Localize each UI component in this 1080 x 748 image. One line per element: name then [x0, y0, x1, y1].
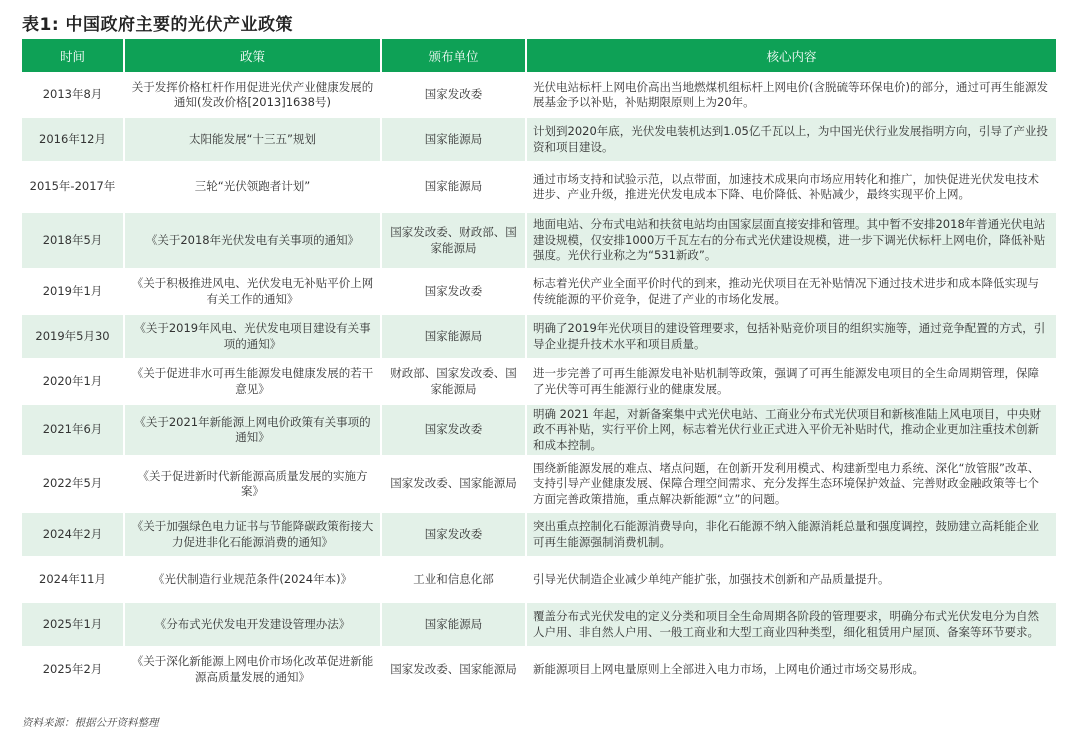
cell-policy: 《关于促进新时代新能源高质量发展的实施方案》	[125, 455, 382, 511]
cell-policy: 关于发挥价格杠杆作用促进光伏产业健康发展的通知(发改价格[2013]1638号)	[125, 72, 382, 116]
cell-time: 2015年-2017年	[22, 161, 125, 211]
table-row	[22, 268, 1056, 313]
cell-issuer: 国家发改委	[382, 511, 527, 556]
cell-issuer: 国家发改委、国家能源局	[382, 646, 527, 691]
cell-time: 2022年5月	[22, 455, 125, 511]
cell-content: 围绕新能源发展的难点、堵点问题，在创新开发利用模式、构建新型电力系统、深化“放管服”改革、支持引导产业健康发展、保障合理空间需求、充分发挥生态环境保护效益、完善财政金融政策等七个方面完善政策措施，重点解决新能源“立”的问题。	[527, 455, 1056, 511]
cell-content: 计划到2020年底，光伏发电装机达到1.05亿千瓦以上，为中国光伏行业发展指明方向，引导了产业投资和项目建设。	[527, 116, 1056, 161]
cell-issuer: 国家发改委	[382, 403, 527, 455]
cell-issuer: 国家能源局	[382, 313, 527, 358]
table-row	[22, 161, 1056, 211]
cell-time: 2020年1月	[22, 358, 125, 403]
cell-content: 覆盖分布式光伏发电的定义分类和项目全生命周期各阶段的管理要求，明确分布式光伏发电分为自然人户用、非自然人户用、一般工商业和大型工商业四种类型，细化租赁用户屋顶、备案等环节要求。	[527, 601, 1056, 646]
header-issuer: 颁布单位	[382, 39, 527, 72]
cell-policy: 《分布式光伏发电开发建设管理办法》	[125, 601, 382, 646]
cell-issuer: 国家发改委	[382, 268, 527, 313]
cell-issuer: 国家发改委、国家能源局	[382, 455, 527, 511]
policy-table	[22, 39, 1056, 691]
header-time: 时间	[22, 39, 125, 72]
cell-content: 标志着光伏产业全面平价时代的到来，推动光伏项目在无补贴情况下通过技术进步和成本降低实现与传统能源的平价竞争，促进了产业的市场化发展。	[527, 268, 1056, 313]
cell-content: 引导光伏制造企业减少单纯产能扩张，加强技术创新和产品质量提升。	[527, 556, 1056, 601]
cell-issuer: 国家能源局	[382, 116, 527, 161]
table-title: 表1: 中国政府主要的光伏产业政策	[22, 15, 294, 35]
cell-policy: 《关于2018年光伏发电有关事项的通知》	[125, 211, 382, 268]
cell-content: 通过市场支持和试验示范，以点带面，加速技术成果向市场应用转化和推广，加快促进光伏发电技术进步、产业升级，推进光伏发电成本下降、电价降低、补贴减少，最终实现平价上网。	[527, 161, 1056, 211]
cell-time: 2025年1月	[22, 601, 125, 646]
header-content: 核心内容	[527, 39, 1056, 72]
cell-content: 地面电站、分布式电站和扶贫电站均由国家层面直接安排和管理。其中暂不安排2018年普通光伏电站建设规模，仅安排1000万千瓦左右的分布式光伏建设规模，进一步下调光伏标杆上网电价，降低补贴强度。光伏行业称之为“531新政”。	[527, 211, 1056, 268]
cell-policy: 《关于加强绿色电力证书与节能降碳政策衔接大力促进非化石能源消费的通知》	[125, 511, 382, 556]
cell-issuer: 国家发改委、财政部、国家能源局	[382, 211, 527, 268]
cell-content: 进一步完善了可再生能源发电补贴机制等政策，强调了可再生能源发电项目的全生命周期管理，保障了光伏等可再生能源行业的健康发展。	[527, 358, 1056, 403]
cell-issuer: 国家发改委	[382, 72, 527, 116]
cell-time: 2019年5月30	[22, 313, 125, 358]
table-row	[22, 646, 1056, 691]
cell-time: 2021年6月	[22, 403, 125, 455]
cell-content: 新能源项目上网电量原则上全部进入电力市场，上网电价通过市场交易形成。	[527, 646, 1056, 691]
cell-time: 2013年8月	[22, 72, 125, 116]
table-row	[22, 313, 1056, 358]
header-policy: 政策	[125, 39, 382, 72]
cell-policy: 三轮“光伏领跑者计划”	[125, 161, 382, 211]
table-row	[22, 211, 1056, 268]
table-header-row	[22, 39, 1056, 72]
cell-time: 2018年5月	[22, 211, 125, 268]
cell-content: 明确 2021 年起，对新备案集中式光伏电站、工商业分布式光伏项目和新核准陆上风电项目，中央财政不再补贴，实行平价上网，标志着光伏行业正式进入平价无补贴时代，推动企业更加注重技术创新和成本控制。	[527, 403, 1056, 455]
table-row	[22, 403, 1056, 455]
cell-content: 光伏电站标杆上网电价高出当地燃煤机组标杆上网电价(含脱硫等环保电价)的部分，通过可再生能源发展基金予以补贴，补贴期限原则上为20年。	[527, 72, 1056, 116]
cell-time: 2019年1月	[22, 268, 125, 313]
table-row	[22, 358, 1056, 403]
table-row	[22, 72, 1056, 116]
cell-issuer: 财政部、国家发改委、国家能源局	[382, 358, 527, 403]
table-row	[22, 556, 1056, 601]
cell-issuer: 工业和信息化部	[382, 556, 527, 601]
cell-policy: 《关于积极推进风电、光伏发电无补贴平价上网有关工作的通知》	[125, 268, 382, 313]
cell-time: 2016年12月	[22, 116, 125, 161]
cell-time: 2024年2月	[22, 511, 125, 556]
table-row	[22, 511, 1056, 556]
cell-content: 突出重点控制化石能源消费导向，非化石能源不纳入能源消耗总量和强度调控，鼓励建立高耗能企业可再生能源强制消费机制。	[527, 511, 1056, 556]
source-note: 资料来源：根据公开资料整理	[22, 717, 159, 729]
table-row	[22, 116, 1056, 161]
cell-content: 明确了2019年光伏项目的建设管理要求，包括补贴竞价项目的组织实施等，通过竞争配置的方式，引导企业提升技术水平和项目质量。	[527, 313, 1056, 358]
cell-issuer: 国家能源局	[382, 601, 527, 646]
cell-issuer: 国家能源局	[382, 161, 527, 211]
cell-policy: 《关于2021年新能源上网电价政策有关事项的通知》	[125, 403, 382, 455]
cell-policy: 《关于2019年风电、光伏发电项目建设有关事项的通知》	[125, 313, 382, 358]
table-row	[22, 455, 1056, 511]
cell-policy: 《关于深化新能源上网电价市场化改革促进新能源高质量发展的通知》	[125, 646, 382, 691]
cell-policy: 太阳能发展“十三五”规划	[125, 116, 382, 161]
cell-policy: 《光伏制造行业规范条件(2024年本)》	[125, 556, 382, 601]
cell-policy: 《关于促进非水可再生能源发电健康发展的若干意见》	[125, 358, 382, 403]
cell-time: 2025年2月	[22, 646, 125, 691]
cell-time: 2024年11月	[22, 556, 125, 601]
table-row	[22, 601, 1056, 646]
